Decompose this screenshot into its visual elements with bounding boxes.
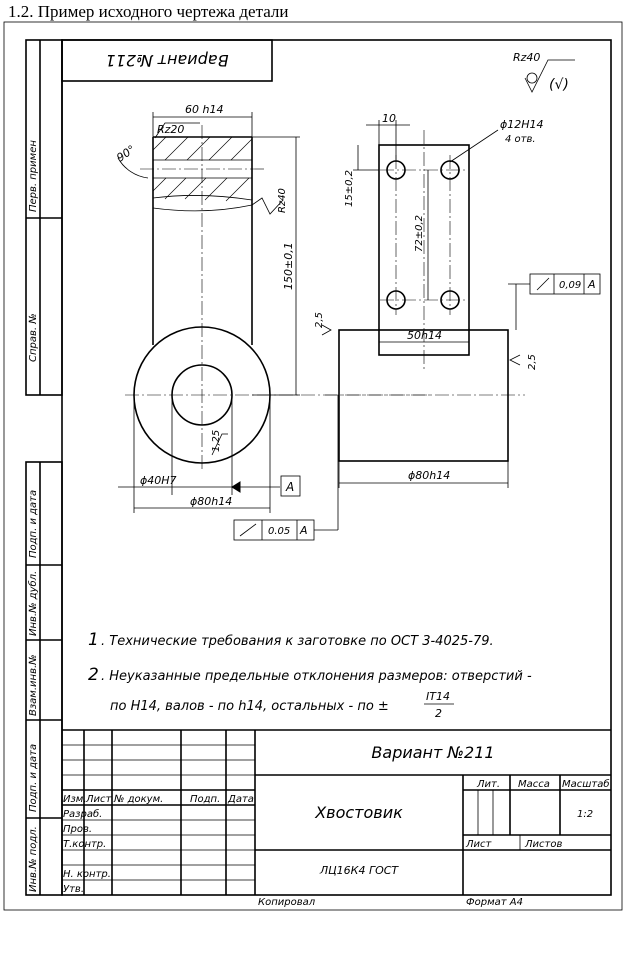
dim-80-right: ϕ80h14 xyxy=(408,469,451,482)
tb-massa: Масса xyxy=(518,779,550,790)
roughness-general-paren: (√) xyxy=(549,77,569,93)
tb-lit: Лит. xyxy=(477,779,501,790)
rough-125: 1,25 xyxy=(211,429,222,452)
side-label-perv: Перв. примен xyxy=(28,140,39,212)
sheet-border xyxy=(4,22,622,910)
tb-sheets: Листов xyxy=(525,839,563,850)
tb-data: Дата xyxy=(228,794,254,805)
note-1-number: 1 xyxy=(88,630,99,650)
footer-format: Формат А4 xyxy=(466,897,523,908)
side-label-podp1: Подп. и дата xyxy=(28,489,39,558)
tb-sheet: Лист xyxy=(466,839,492,850)
tol-value-right: 0,09 xyxy=(559,280,582,291)
side-label-sprav: Справ. № xyxy=(28,313,39,362)
note-2-frac-num: IT14 xyxy=(426,690,450,703)
note-1-text: . Технические требования к заготовке по ОСТ 3-4025-79. xyxy=(101,634,494,649)
side-label-podp2: Подп. и дата xyxy=(28,743,39,812)
angle-90: 90° xyxy=(114,142,138,165)
dim-150: 150±0,1 xyxy=(282,242,295,290)
rough-25-left: 2,5 xyxy=(314,312,325,328)
tol-datum-right: А xyxy=(588,278,596,291)
tol-value-left: 0.05 xyxy=(268,526,291,537)
dim-40-h7: ϕ40Н7 xyxy=(140,474,177,487)
tb-prov: Пров. xyxy=(63,824,93,835)
tb-list: Лист xyxy=(86,794,112,805)
side-label-podl: Инв.№ подл. xyxy=(28,826,39,892)
holes-dia: ϕ12Н14 xyxy=(500,118,544,131)
note-2-frac-den: 2 xyxy=(435,707,442,720)
tb-razrab: Разраб. xyxy=(63,809,103,820)
tb-nkontr: Н. контр. xyxy=(63,869,111,880)
tb-utv: Утв. xyxy=(63,884,84,895)
tol-datum-left: А xyxy=(300,524,308,537)
tb-masshtab: Масштаб xyxy=(562,779,610,790)
variant-title: Вариант №211 xyxy=(371,743,495,762)
tb-dokum: № докум. xyxy=(114,794,164,805)
holes-count: 4 отв. xyxy=(505,134,536,145)
rough-25-right: 2,5 xyxy=(527,354,538,370)
tb-scale-value: 1:2 xyxy=(577,809,594,820)
note-2-text: . Неуказанные предельные отклонения размеров: отверстий - xyxy=(101,669,532,684)
variant-top-text: Вариант №211 xyxy=(105,51,229,70)
datum-a-left: А xyxy=(286,480,295,494)
part-name: Хвостовик xyxy=(315,803,403,822)
tb-tkontr: Т.контр. xyxy=(63,839,107,850)
left-view-dimension-lines xyxy=(118,112,300,513)
dim-80-left: ϕ80h14 xyxy=(190,495,233,508)
side-label-vzam: Взам.инв.№ xyxy=(28,654,39,716)
right-view-outline xyxy=(339,145,508,461)
dim-72: 72±0,2 xyxy=(414,214,425,252)
note-2-number: 2 xyxy=(88,665,99,685)
roughness-general: Rz40 xyxy=(513,51,541,64)
rz20-label: Rz20 xyxy=(157,123,185,136)
rz40-left: Rz40 xyxy=(277,188,288,213)
tb-izm: Изм. xyxy=(63,794,87,805)
side-label-dubl: Инв.№ дубл. xyxy=(28,570,39,636)
dim-50-h14: 50h14 xyxy=(407,329,442,342)
main-frame xyxy=(62,40,611,895)
tb-podp: Подп. xyxy=(190,794,221,805)
left-tolerance-frame xyxy=(234,395,338,540)
left-view-axes xyxy=(125,125,430,470)
page-heading: 1.2. Пример исходного чертежа детали xyxy=(8,2,289,21)
dim-15: 15±0,2 xyxy=(344,169,355,207)
footer-kopiroval: Копировал xyxy=(258,897,316,908)
dim-60-h14: 60 h14 xyxy=(185,103,224,116)
dim-10: 10 xyxy=(382,112,396,125)
material: ЛЦ16К4 ГОСТ xyxy=(319,864,399,877)
note-2-line2: по Н14, валов - по h14, остальных - по ± xyxy=(110,699,389,714)
